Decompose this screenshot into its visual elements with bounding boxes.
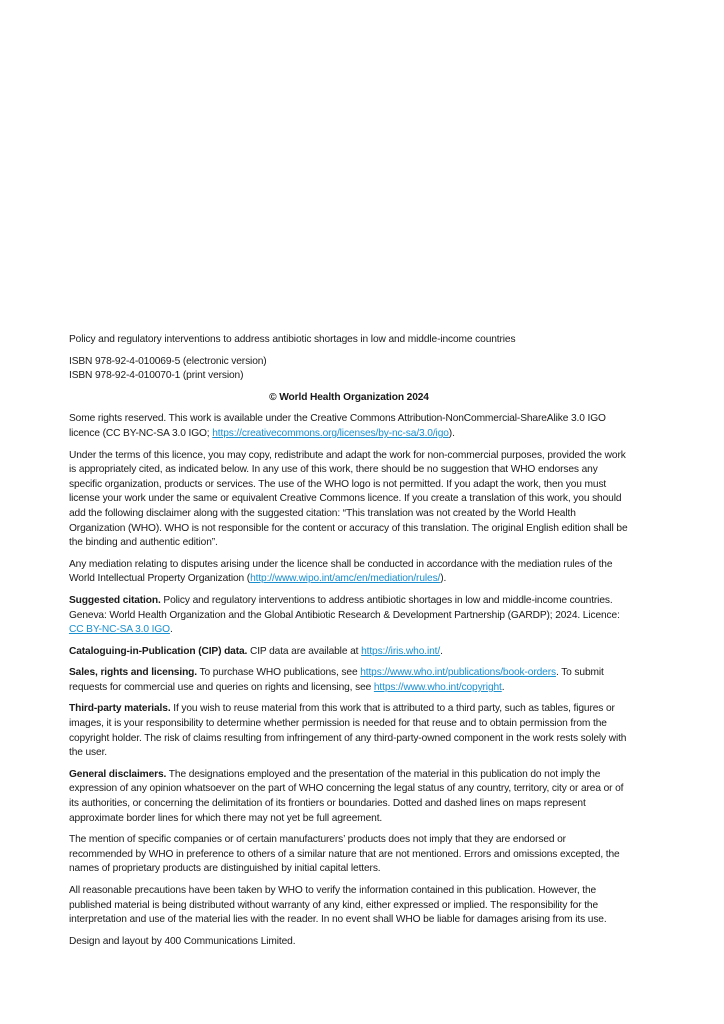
sales-text-1: To purchase WHO publications, see (196, 667, 361, 679)
page-content (69, 333, 629, 956)
cip-label: Cataloguing-in-Publication (CIP) data. (69, 645, 248, 657)
disclaimers-label: General disclaimers. (69, 768, 167, 780)
citation-label: Suggested citation. (69, 594, 161, 606)
licence-terms-paragraph: Under the terms of this licence, you may copy, redistribute and adapt the work for non-commercial purposes, provided the work is appropriately cited, as indicated below. In any use of this work, there should be no suggestion that WHO endorses any specific organization, products or services. The use of the WHO logo is not permitted. If you adapt the work, then you must license your work under the same or equivalent Creative Commons licence. If you create a translation of this work, you should add the following disclaimer along with the suggested citation: “This translation was not created by the World Health Organization (WHO). WHO is not responsible for the content or accuracy of this translation. The original English edition shall be the binding and authentic edition”. (69, 449, 628, 549)
rights-after: ). (448, 427, 455, 439)
cip-text: CIP data are available at (247, 645, 362, 657)
isbn-print: ISBN 978-92-4-010070-1 (print version) (69, 370, 244, 382)
mediation-paragraph (69, 558, 629, 587)
mediation-after: ). (440, 573, 447, 585)
precautions-paragraph: All reasonable precautions have been taken by WHO to verify the information contained in this publication. However, the published material is being distributed without warranty of any kind, either expressed or implied. The responsibility for the interpretation and use of the material lies with the reader. In no event shall WHO be liable for damages arising from its use. (69, 885, 607, 926)
sales-text-2: . To submit requests for commercial use and queries on rights and licensing, see (69, 667, 604, 693)
rights-text: Some rights reserved. This work is available under the Creative Commons Attribution-NonCommercial-ShareAlike 3.0 IGO licence (CC BY-NC-SA 3.0 IGO; (69, 413, 606, 439)
rights-paragraph (69, 412, 629, 441)
sales-label: Sales, rights and licensing. (69, 667, 197, 679)
book-orders-link[interactable]: https://www.who.int/publications/book-orders (360, 667, 556, 679)
third-party-label: Third-party materials. (69, 703, 171, 715)
publication-title: Policy and regulatory interventions to address antibiotic shortages in low and middle-income countries (69, 334, 516, 345)
mediation-text: Any mediation relating to disputes arising under the licence shall be conducted in accordance with the mediation rules of the World Intellectual Property Organization ( (69, 558, 613, 585)
sales-after: . (501, 681, 505, 693)
sales-paragraph (69, 666, 629, 695)
design-credit: Design and layout by 400 Communications Limited. (69, 935, 296, 947)
isbn-electronic: ISBN 978-92-4-010069-5 (electronic version) (69, 355, 267, 367)
disclaimers-text: The designations employed and the presentation of the material in this publication do not imply the expression of any opinion whatsoever on the part of WHO concerning the legal status of any country, territory, city or area or of its authorities, or concerning the delimitation of its frontiers or boundaries. Dotted and dashed lines on maps represent approximate border lines for which there may not yet be full agreement. (69, 768, 624, 824)
wipo-mediation-link[interactable]: http://www.wipo.int/amc/en/mediation/rules/ (250, 573, 441, 585)
copyright-notice: © World Health Organization 2024 (269, 391, 429, 403)
iris-link[interactable]: https://iris.who.int/ (361, 645, 441, 657)
third-party-paragraph (69, 702, 629, 760)
cc-licence-link[interactable]: https://creativecommons.org/licenses/by-nc-sa/3.0/igo (212, 427, 449, 439)
cip-after: . (440, 645, 443, 657)
citation-text: Policy and regulatory interventions to address antibiotic shortages in low and middle-income countries. Geneva: World Health Organization and the Global Antibiotic Research & Development Partnership (GARDP); 2024. Licence: (69, 594, 620, 621)
citation-licence-link[interactable]: CC BY-NC-SA 3.0 IGO (69, 624, 170, 636)
third-party-text: If you wish to reuse material from this work that is attributed to a third party, such as tables, figures or images, it is your responsibility to determine whether permission is needed for that reuse and to obtain permission from the copyright holder. The risk of claims resulting from infringement of any third-party-owned component in the work rests solely with the user. (69, 703, 627, 759)
companies-paragraph: The mention of specific companies or of certain manufacturers’ products does not imply that they are endorsed or recommended by WHO in preference to others of a similar nature that are not mentioned. Errors and omissions excepted, the names of proprietary products are distinguished by initial capital letters. (69, 834, 620, 875)
copyright-link[interactable]: https://www.who.int/copyright (373, 681, 502, 693)
isbn-block (69, 355, 629, 384)
disclaimers-paragraph (69, 768, 629, 826)
citation-paragraph (69, 594, 629, 638)
cip-paragraph (69, 645, 629, 660)
citation-after: . (169, 624, 173, 636)
